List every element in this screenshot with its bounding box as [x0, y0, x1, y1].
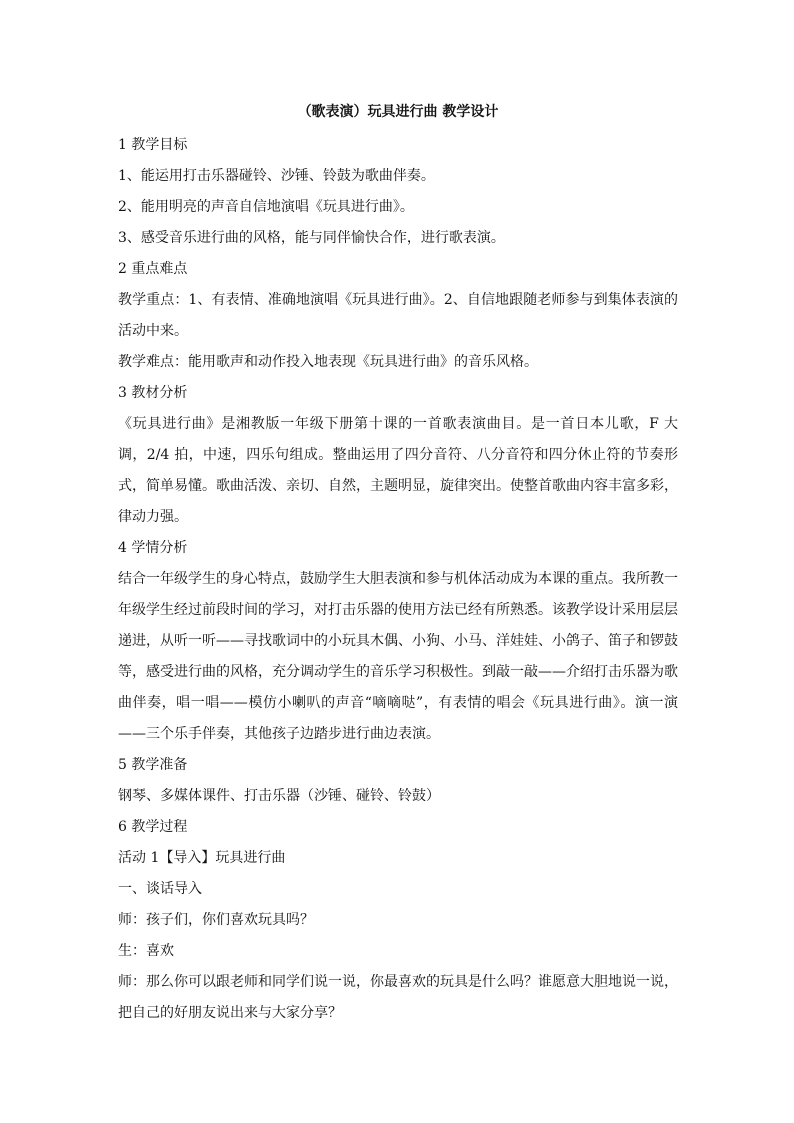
key-point-difficulty: 教学难点：能用歌声和动作投入地表现《玩具进行曲》的音乐风格。 — [118, 354, 538, 370]
section-heading-material-analysis: 3 教材分析 — [118, 385, 188, 401]
material-analysis-paragraph: 《玩具进行曲》是湘教版一年级下册第十课的一首歌表演曲目。是一首日本儿歌，F 大调，2/4 拍，中速，四乐句组成。整曲运用了四分音符、八分音符和四分休止符的节奏形式，简单易懂。歌曲活泼、亲切、自然，主题明显，旋律突出。使整首歌曲内容丰富多彩，律动力强。 — [118, 416, 678, 525]
objective-1: 1、能运用打击乐器碰铃、沙锤、铃鼓为歌曲伴奏。 — [118, 168, 435, 184]
activity-1-heading: 活动 1【导入】玩具进行曲 — [118, 850, 286, 866]
student-analysis-paragraph: 结合一年级学生的身心特点，鼓励学生大胆表演和参与机体活动成为本课的重点。我所教一年级学生经过前段时间的学习，对打击乐器的使用方法已经有所熟悉。该教学设计采用层层递进，从听一听——寻找歌词中的小玩具木偶、小狗、小马、洋娃娃、小鸽子、笛子和锣鼓等，感受进行曲的风格，充分调动学生的音乐学习积极性。到敲一敲——介绍打击乐器为歌曲伴奏，唱一唱——模仿小喇叭的声音“嘀嘀哒”，有表情的唱会《玩具进行曲》。演一演——三个乐手伴奏，其他孩子边踏步进行曲边表演。 — [118, 571, 678, 742]
section-heading-objectives: 1 教学目标 — [118, 137, 188, 153]
section-heading-process: 6 教学过程 — [118, 819, 188, 835]
step-heading-intro: 一、谈话导入 — [118, 881, 202, 897]
section-heading-key-points: 2 重点难点 — [118, 261, 188, 277]
dialogue-student-1: 生：喜欢 — [118, 943, 174, 959]
section-heading-preparation: 5 教学准备 — [118, 757, 188, 773]
key-point-focus: 教学重点：1、有表情、准确地演唱《玩具进行曲》。2、自信地跟随老师参与到集体表演的活动中来。 — [118, 292, 678, 339]
dialogue-teacher-1: 师：孩子们，你们喜欢玩具吗？ — [118, 912, 314, 928]
dialogue-teacher-2: 师：那么你可以跟老师和同学们说一说，你最喜欢的玩具是什么吗？谁愿意大胆地说一说，把自己的好朋友说出来与大家分享？ — [118, 974, 678, 1021]
objective-2: 2、能用明亮的声音自信地演唱《玩具进行曲》。 — [118, 199, 414, 215]
preparation-paragraph: 钢琴、多媒体课件、打击乐器（沙锤、碰铃、铃鼓） — [118, 788, 440, 804]
section-heading-student-analysis: 4 学情分析 — [118, 540, 188, 556]
document-body — [118, 100, 678, 1029]
objective-3: 3、感受音乐进行曲的风格，能与同伴愉快合作，进行歌表演。 — [118, 230, 505, 246]
document-title: （歌表演）玩具进行曲 教学设计 — [297, 104, 499, 120]
